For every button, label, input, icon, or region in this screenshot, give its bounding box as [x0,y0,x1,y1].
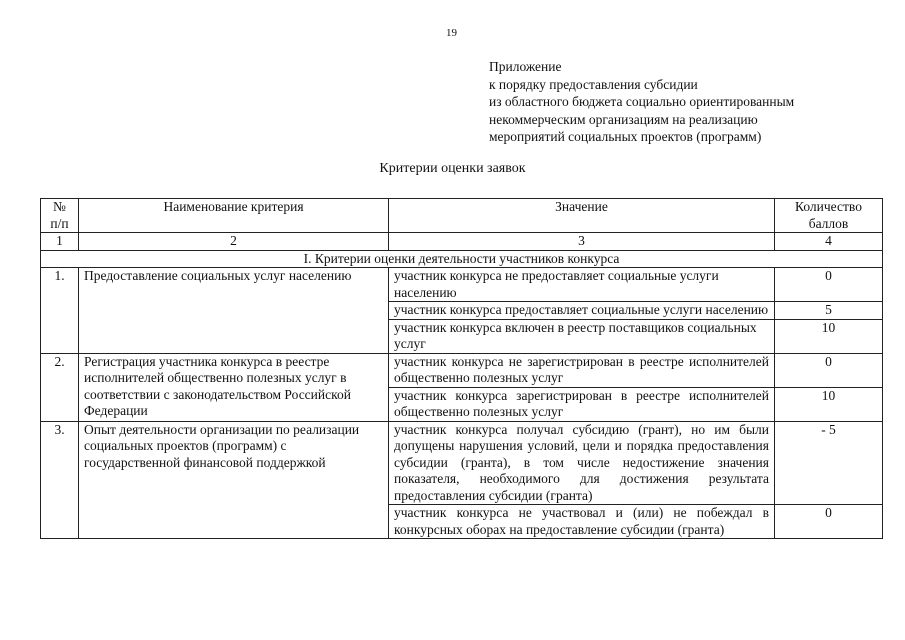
header-row [41,199,883,233]
page-number: 19 [446,27,457,39]
criterion-name: Регистрация участника конкурса в реестре исполнителей общественно полезных услуг в соответствии с законодательством Российской Федерации [79,353,389,421]
appendix-line: некоммерческим организациям на реализацию [489,111,758,127]
appendix-line: из областного бюджета социально ориентированным [489,94,795,109]
criterion-number: 1. [41,268,79,354]
appendix-block [489,58,794,146]
criterion-score: - 5 [775,421,883,505]
criterion-name: Предоставление социальных услуг населению [79,268,389,354]
criterion-score: 10 [775,319,883,353]
header-value: Значение [389,199,775,233]
criterion-value: участник конкурса не зарегистрирован в реестре исполнителей общественно полезных услуг [389,353,775,387]
column-number: 2 [79,233,389,251]
header-score: Количество баллов [775,199,883,233]
table-row [41,421,883,505]
section-title: I. Критерии оценки деятельности участников конкурса [41,250,883,268]
header-name: Наименование критерия [79,199,389,233]
criteria-table [40,198,883,539]
criterion-score: 5 [775,302,883,320]
criterion-value: участник конкурса предоставляет социальные услуги населению [389,302,775,320]
criterion-value: участник конкурса зарегистрирован в реестре исполнителей общественно полезных услуг [389,387,775,421]
criterion-name: Опыт деятельности организации по реализации социальных проектов (программ) с государственной финансовой поддержкой [79,421,389,539]
column-number: 3 [389,233,775,251]
criterion-score: 0 [775,353,883,387]
criterion-score: 0 [775,505,883,539]
criterion-value: участник конкурса получал субсидию (грант), но им были допущены нарушения условий, цели и порядка предоставления субсидии (гранта), в том числе недостижение значения показателя, необходимого для достижения результата предоставления субсидии (гранта) [389,421,775,505]
column-number: 4 [775,233,883,251]
column-number: 1 [41,233,79,251]
criterion-score: 0 [775,268,883,302]
table-row [41,353,883,387]
criterion-score: 10 [775,387,883,421]
criterion-value: участник конкурса не участвовал и (или) не побеждал в конкурсных оборах на предоставление субсидии (гранта) [389,505,775,539]
section-row [41,250,883,268]
column-number-row [41,233,883,251]
appendix-line: к порядку предоставления субсидии [489,76,698,92]
criterion-number: 3. [41,421,79,539]
table-row [41,268,883,302]
criterion-value: участник конкурса включен в реестр поставщиков социальных услуг [389,319,775,353]
criterion-number: 2. [41,353,79,421]
header-num: № п/п [41,199,79,233]
criterion-value: участник конкурса не предоставляет социальные услуги населению [389,268,775,302]
document-title: Критерии оценки заявок [379,161,526,176]
appendix-line: мероприятий социальных проектов (программ) [489,129,762,144]
appendix-line: Приложение [489,59,562,74]
